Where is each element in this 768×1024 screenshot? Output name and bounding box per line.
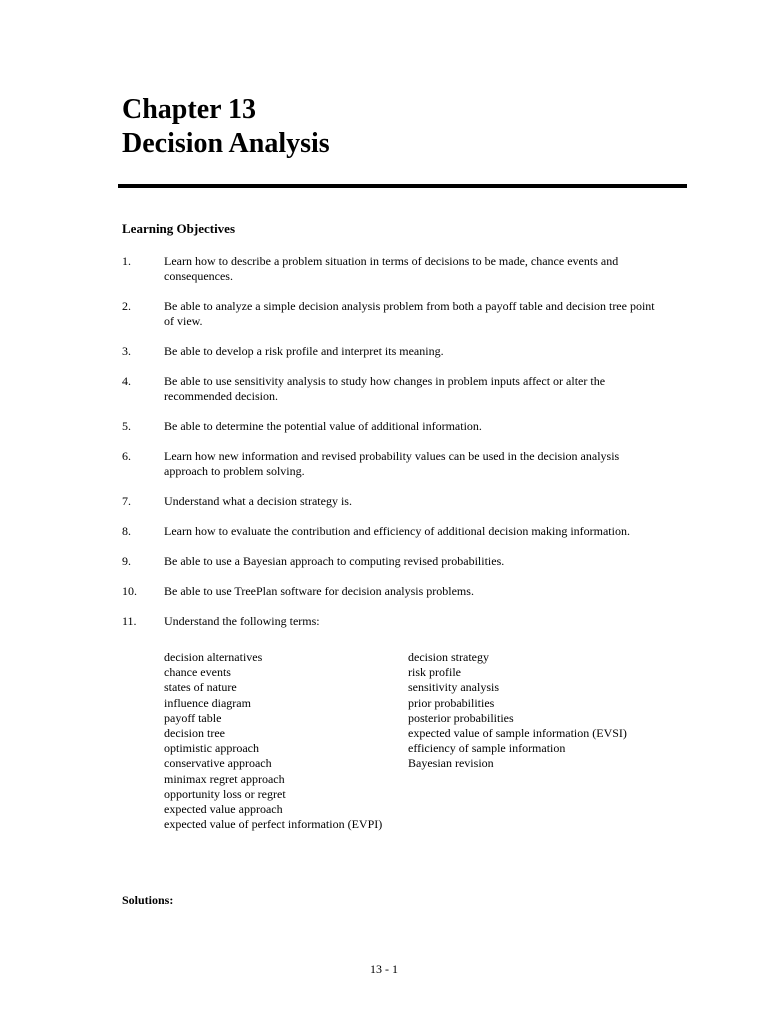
term-item: decision strategy	[408, 650, 489, 664]
objective-text: Understand what a decision strategy is.	[164, 494, 352, 508]
objective-number: 4.	[122, 374, 131, 388]
objective-item	[122, 614, 662, 629]
chapter-name: Decision Analysis	[122, 128, 330, 159]
objective-number: 9.	[122, 554, 131, 568]
term-item: chance events	[164, 665, 231, 680]
objective-text: Be able to develop a risk profile and interpret its meaning.	[164, 344, 444, 358]
objective-text: Be able to analyze a simple decision analysis problem from both a payoff table and decision tree point of view.	[164, 299, 655, 328]
objective-number: 2.	[122, 299, 131, 313]
terms-list-right	[408, 650, 627, 772]
title-divider	[118, 184, 687, 188]
objective-number: 5.	[122, 419, 131, 433]
objective-text: Be able to determine the potential value of additional information.	[164, 419, 482, 433]
chapter-number: Chapter 13	[122, 94, 257, 125]
objective-number: 7.	[122, 494, 131, 508]
objective-text: Be able to use a Bayesian approach to computing revised probabilities.	[164, 554, 505, 568]
term-item: expected value of perfect information (EVPI)	[164, 817, 383, 832]
term-item: sensitivity analysis	[408, 680, 499, 695]
term-item: minimax regret approach	[164, 771, 285, 786]
learning-objectives-list	[122, 254, 662, 644]
objective-item	[122, 524, 662, 539]
objective-item	[122, 299, 662, 329]
objective-text: Learn how to evaluate the contribution and efficiency of additional decision making information.	[164, 524, 630, 538]
solutions-heading: Solutions:	[122, 893, 174, 907]
term-item: efficiency of sample information	[408, 741, 566, 756]
term-item: posterior probabilities	[408, 710, 514, 725]
objective-item	[122, 494, 662, 509]
objective-item	[122, 554, 662, 569]
term-item: conservative approach	[164, 756, 272, 771]
objective-number: 1.	[122, 254, 131, 268]
objective-text: Learn how to describe a problem situation in terms of decisions to be made, chance events and consequences.	[164, 254, 619, 283]
term-item: optimistic approach	[164, 741, 259, 756]
term-item: risk profile	[408, 665, 461, 680]
term-item: expected value of sample information (EVSI)	[408, 726, 627, 741]
objective-number: 10.	[122, 584, 137, 598]
page-number: 13 - 1	[370, 962, 398, 976]
term-item: influence diagram	[164, 695, 251, 710]
objective-number: 3.	[122, 344, 131, 358]
objective-text: Be able to use TreePlan software for decision analysis problems.	[164, 584, 474, 598]
learning-objectives-heading: Learning Objectives	[122, 221, 236, 236]
term-item: Bayesian revision	[408, 756, 494, 771]
chapter-title	[122, 93, 330, 161]
objective-text: Be able to use sensitivity analysis to study how changes in problem inputs affect or alter the recommended decision.	[164, 374, 606, 403]
term-item: decision alternatives	[164, 650, 263, 664]
term-item: prior probabilities	[408, 695, 495, 710]
term-item: expected value approach	[164, 802, 283, 817]
term-item: payoff table	[164, 710, 222, 725]
objective-number: 11.	[122, 614, 137, 628]
objective-item	[122, 449, 662, 479]
objective-item	[122, 344, 662, 359]
objective-number: 8.	[122, 524, 131, 538]
objective-item	[122, 584, 662, 599]
term-item: opportunity loss or regret	[164, 786, 286, 801]
terms-list-left	[164, 650, 382, 832]
term-item: states of nature	[164, 680, 237, 695]
term-item: decision tree	[164, 726, 225, 741]
objective-text: Understand the following terms:	[164, 614, 320, 628]
objective-item	[122, 254, 662, 284]
objective-item	[122, 374, 662, 404]
objective-item	[122, 419, 662, 434]
objective-text: Learn how new information and revised probability values can be used in the decision analysis approach to problem solving.	[164, 449, 620, 478]
objective-number: 6.	[122, 449, 131, 463]
